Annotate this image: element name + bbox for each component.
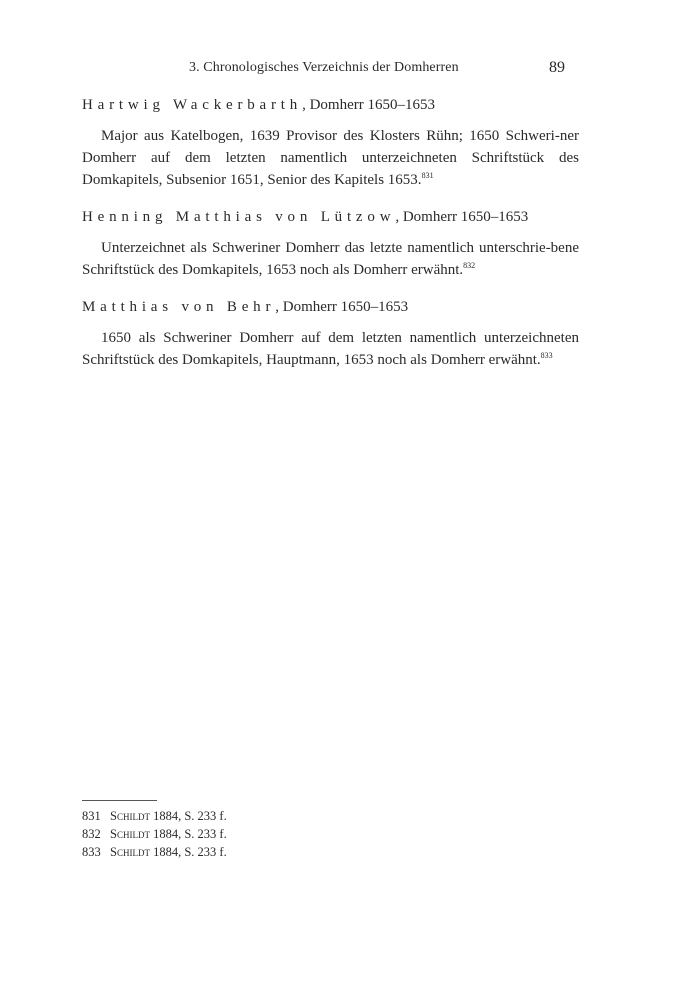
footnote-citation: 1884, S. 233 f. bbox=[149, 809, 227, 823]
entry-role: , Domherr 1650–1653 bbox=[302, 97, 435, 113]
footnote-number: 831 bbox=[82, 809, 101, 823]
entry-name: Hartwig Wackerbarth bbox=[82, 97, 303, 113]
entry-luetzow bbox=[82, 206, 579, 281]
footnote-reference[interactable]: 831 bbox=[421, 171, 434, 180]
entry-text: 1650 als Schweriner Domherr auf dem letzten namentlich unterzeichneten Schriftstück des Domkapitels, Hauptmann, 1653 noch als Domherr erwähnt. bbox=[82, 330, 579, 368]
entry-heading bbox=[82, 94, 579, 116]
footnotes bbox=[82, 807, 227, 861]
footnote bbox=[82, 825, 227, 843]
entry-text: Major aus Katelbogen, 1639 Provisor des Klosters Rühn; 1650 Schweri-ner Domherr auf dem letzten namentlich unterzeichneten Schriftstück des Domkapitels, Subsenior 1651, Senior des Kapitels 1653. bbox=[82, 128, 579, 188]
footnote bbox=[82, 807, 227, 825]
entry-body bbox=[82, 327, 579, 371]
footnote-citation: 1884, S. 233 f. bbox=[149, 827, 227, 841]
entry-role: , Domherr 1650–1653 bbox=[395, 209, 529, 225]
running-title: 3. Chronologisches Verzeichnis der Domherren bbox=[189, 60, 459, 75]
footnote-number: 832 bbox=[82, 827, 101, 841]
running-head bbox=[0, 60, 700, 82]
entry-name: Henning Matthias von Lützow bbox=[82, 209, 396, 225]
entry-behr bbox=[82, 296, 579, 371]
entry-name: Matthias von Behr bbox=[82, 299, 276, 315]
footnote-number: 833 bbox=[82, 845, 101, 859]
entry-body bbox=[82, 237, 579, 281]
footnote-rule bbox=[82, 800, 157, 801]
entry-role: , Domherr 1650–1653 bbox=[275, 299, 409, 315]
footnote bbox=[82, 843, 227, 861]
entry-wackerbarth bbox=[82, 94, 579, 191]
entry-body bbox=[82, 125, 579, 191]
footnote-author: Schildt bbox=[110, 809, 150, 823]
entry-heading bbox=[82, 296, 579, 318]
page-number: 89 bbox=[549, 59, 565, 76]
footnote-reference[interactable]: 833 bbox=[540, 351, 553, 360]
entry-text: Unterzeichnet als Schweriner Domherr das letzte namentlich unterschrie-bene Schriftstück des Domkapitels, 1653 noch als Domherr erwähnt. bbox=[82, 240, 579, 278]
footnote-author: Schildt bbox=[110, 845, 150, 859]
entry-heading bbox=[82, 206, 579, 228]
footnote-author: Schildt bbox=[110, 827, 150, 841]
footnote-reference[interactable]: 832 bbox=[463, 261, 476, 270]
footnote-citation: 1884, S. 233 f. bbox=[149, 845, 227, 859]
